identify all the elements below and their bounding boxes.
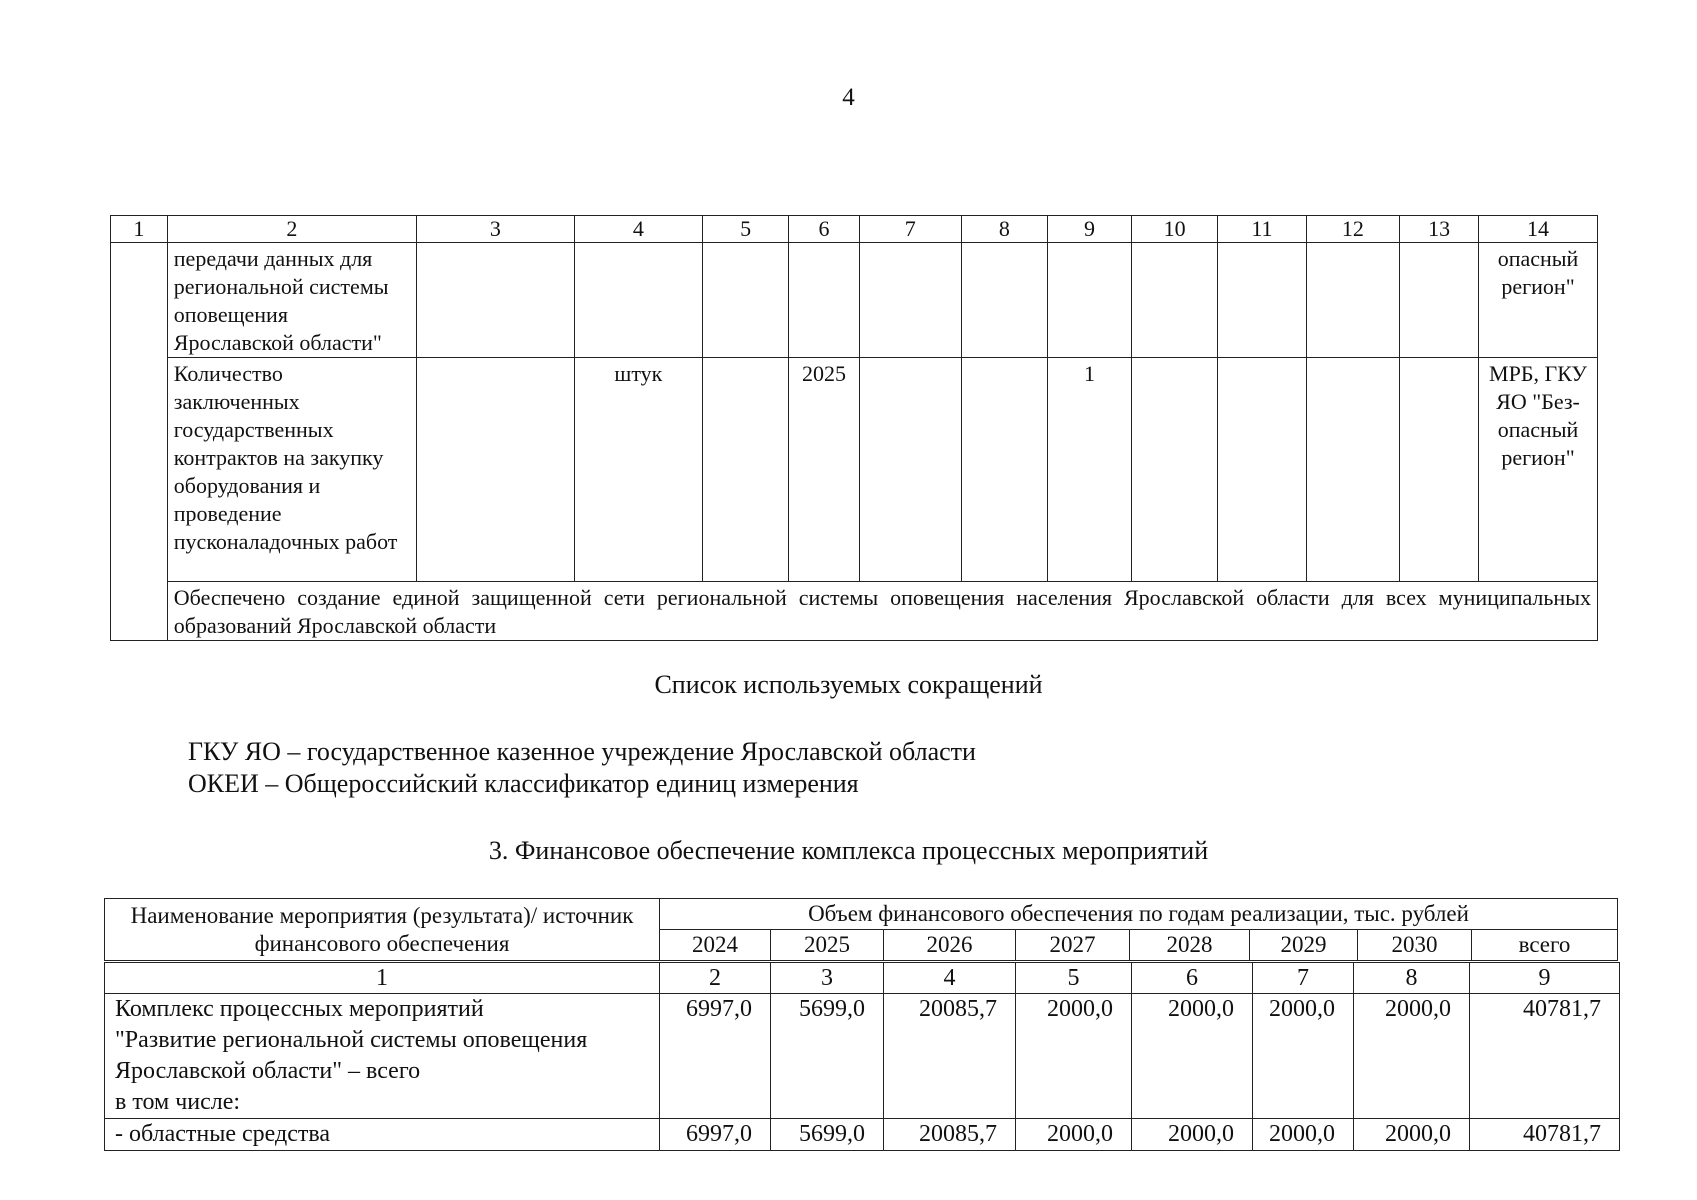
header-name-cell: Наименование мероприятия (результата)/ источник финансового обеспечения <box>105 899 660 961</box>
activity-name <box>105 1119 660 1151</box>
value-cell: 2000,0 <box>1253 994 1354 1119</box>
year-header: 2027 <box>1016 930 1130 961</box>
year-header: 2026 <box>884 930 1016 961</box>
col-number: 1 <box>105 963 660 994</box>
result-text: Обеспечено создание единой защищенной сети региональной системы оповещения населения Ярославской области для всех муниципальных образований Ярославской области <box>167 582 1597 641</box>
value-cell: 2000,0 <box>1253 1119 1354 1151</box>
column-numbers-row <box>111 216 1598 243</box>
section-title: 3. Финансовое обеспечение комплекса процессных мероприятий <box>488 836 1209 865</box>
year-header: 2025 <box>771 930 884 961</box>
col-number: 9 <box>1470 963 1620 994</box>
year-header: 2030 <box>1358 930 1472 961</box>
name-line: - областные средства <box>115 1121 331 1147</box>
result-row <box>111 582 1598 641</box>
year-header: 2024 <box>660 930 771 961</box>
name-line: Ярославской области" – всего <box>115 1058 421 1084</box>
indicator-name: передачи данных для региональной системы оповещения Ярославской области" <box>167 243 416 358</box>
indicator-name: Количество заключенных государственных контрактов на закупку оборудования и проведение пусконаладочных работ <box>167 358 416 582</box>
value-cell: 5699,0 <box>771 1119 884 1151</box>
responsible-cell: опасный регион" <box>1479 243 1598 358</box>
value-cell: 20085,7 <box>884 994 1016 1119</box>
col-number: 1 <box>111 216 168 243</box>
indicators-table <box>110 215 1598 641</box>
value-cell: 5699,0 <box>771 994 884 1119</box>
value-cell: 2000,0 <box>1132 1119 1253 1151</box>
value-cell: 6997,0 <box>660 1119 771 1151</box>
col-number: 5 <box>703 216 789 243</box>
col-number: 7 <box>859 216 961 243</box>
col-number: 4 <box>884 963 1016 994</box>
column-numbers-row <box>105 963 1620 994</box>
col-number: 7 <box>1253 963 1354 994</box>
col-number: 5 <box>1016 963 1132 994</box>
table-row <box>105 1119 1620 1151</box>
name-line: "Развитие региональной системы оповещения <box>115 1027 588 1053</box>
col-number: 10 <box>1132 216 1218 243</box>
abbreviation-item: ГКУ ЯО – государственное казенное учреждение Ярославской области <box>188 737 976 766</box>
col-number: 11 <box>1218 216 1306 243</box>
col-number: 2 <box>660 963 771 994</box>
table-row <box>111 243 1598 358</box>
col-number: 2 <box>167 216 416 243</box>
finance-table <box>104 962 1620 1151</box>
year-header: всего <box>1472 930 1618 961</box>
value-cell: 2000,0 <box>1354 1119 1470 1151</box>
col-number: 4 <box>574 216 702 243</box>
row-index-cell <box>111 243 168 641</box>
name-line: в том числе: <box>115 1089 241 1115</box>
activity-name <box>105 994 660 1119</box>
year-cell: 2025 <box>789 358 859 582</box>
col-number: 8 <box>961 216 1047 243</box>
col-number: 9 <box>1047 216 1131 243</box>
col-number: 6 <box>1132 963 1253 994</box>
value-cell: 1 <box>1047 358 1131 582</box>
table-row <box>111 358 1598 582</box>
finance-table-header <box>104 898 1618 961</box>
value-cell: 2000,0 <box>1016 1119 1132 1151</box>
abbreviation-item: ОКЕИ – Общероссийский классификатор единиц измерения <box>188 769 859 798</box>
abbreviations-list <box>188 736 976 800</box>
year-header: 2029 <box>1250 930 1358 961</box>
value-cell: 40781,7 <box>1470 994 1620 1119</box>
col-number: 6 <box>789 216 859 243</box>
col-number: 8 <box>1354 963 1470 994</box>
col-number: 3 <box>771 963 884 994</box>
header-volume-cell: Объем финансового обеспечения по годам реализации, тыс. рублей <box>660 899 1618 930</box>
abbreviations-title: Список используемых сокращений <box>654 670 1043 699</box>
year-header: 2028 <box>1130 930 1250 961</box>
value-cell: 2000,0 <box>1016 994 1132 1119</box>
responsible-cell: МРБ, ГКУ ЯО "Без-опасный регион" <box>1479 358 1598 582</box>
name-line: Комплекс процессных мероприятий <box>115 996 484 1022</box>
col-number: 13 <box>1400 216 1479 243</box>
col-number: 12 <box>1306 216 1400 243</box>
table-row <box>105 994 1620 1119</box>
col-number: 3 <box>417 216 575 243</box>
col-number: 14 <box>1479 216 1598 243</box>
value-cell: 2000,0 <box>1132 994 1253 1119</box>
value-cell: 6997,0 <box>660 994 771 1119</box>
unit-cell: штук <box>574 358 702 582</box>
value-cell: 20085,7 <box>884 1119 1016 1151</box>
value-cell: 40781,7 <box>1470 1119 1620 1151</box>
value-cell: 2000,0 <box>1354 994 1470 1119</box>
page-number: 4 <box>842 84 855 111</box>
